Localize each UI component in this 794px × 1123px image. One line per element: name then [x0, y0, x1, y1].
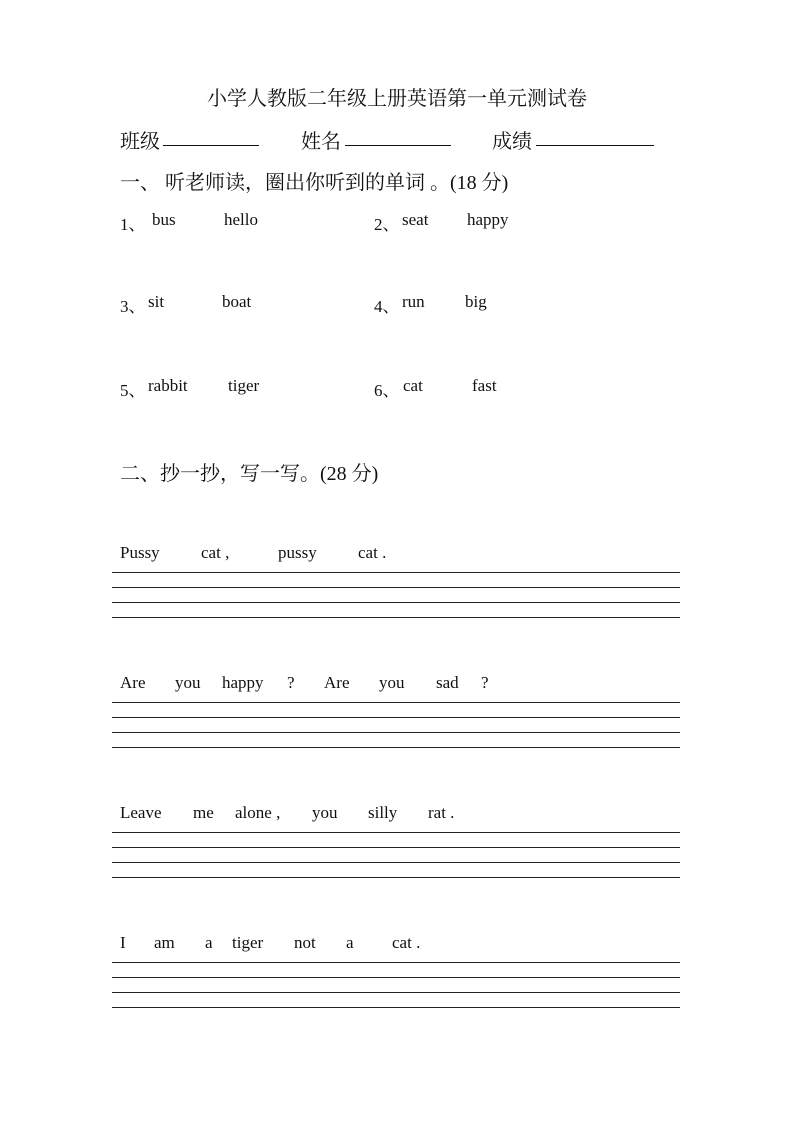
name-field[interactable] — [345, 145, 451, 146]
writing-line — [112, 847, 680, 848]
class-label: 班级 — [120, 131, 160, 153]
writing-line — [112, 602, 680, 603]
word-option[interactable]: cat — [403, 376, 423, 395]
writing-line — [112, 717, 680, 718]
word-option[interactable]: fast — [472, 376, 497, 395]
item-number: 2、 — [374, 215, 400, 234]
writing-line — [112, 962, 680, 963]
writing-line — [112, 747, 680, 748]
word-option[interactable]: big — [465, 292, 487, 311]
sentence-word: cat . — [392, 933, 421, 952]
item-number: 4、 — [374, 297, 400, 316]
sentence-word: I — [120, 933, 126, 952]
writing-line — [112, 977, 680, 978]
word-option[interactable]: sit — [148, 292, 165, 311]
sentence-word: me — [193, 803, 214, 822]
word-option[interactable]: boat — [222, 292, 252, 311]
sentence-word: pussy — [278, 543, 317, 562]
sentence-word: silly — [368, 803, 398, 822]
page-title: 小学人教版二年级上册英语第一单元测试卷 — [207, 88, 587, 110]
writing-line — [112, 617, 680, 618]
sentence-word: a — [205, 933, 213, 952]
writing-line — [112, 862, 680, 863]
word-option[interactable]: hello — [224, 210, 258, 229]
sentence-word: Are — [120, 673, 146, 692]
sentence-word: you — [379, 673, 405, 692]
writing-line — [112, 877, 680, 878]
section2-heading: 二、抄一抄，写一写。(28 分) — [120, 463, 379, 485]
sentence-word: cat . — [358, 543, 387, 562]
sentence-word: happy — [222, 673, 264, 692]
sentence-word: Pussy — [120, 543, 160, 562]
writing-line — [112, 572, 680, 573]
sentence-word: not — [294, 933, 316, 952]
name-label: 姓名 — [301, 131, 341, 153]
sentence-word: cat , — [201, 543, 230, 562]
writing-line — [112, 587, 680, 588]
word-option[interactable]: run — [402, 292, 425, 311]
sentence-word: a — [346, 933, 354, 952]
sentence-word: Are — [324, 673, 350, 692]
sentence-word: you — [312, 803, 338, 822]
writing-line — [112, 732, 680, 733]
score-label: 成绩 — [492, 131, 532, 153]
score-field[interactable] — [536, 145, 654, 146]
section1-heading: 一、 听老师读，圈出你听到的单词 。(18 分) — [120, 172, 509, 194]
sentence-word: rat . — [428, 803, 455, 822]
class-field[interactable] — [163, 145, 259, 146]
sentence-word: sad — [436, 673, 459, 692]
word-option[interactable]: bus — [152, 210, 176, 229]
item-number: 1、 — [120, 215, 146, 234]
sentence-word: you — [175, 673, 201, 692]
word-option[interactable]: rabbit — [148, 376, 188, 395]
writing-line — [112, 832, 680, 833]
sentence-word: am — [154, 933, 175, 952]
sentence-word: Leave — [120, 803, 162, 822]
sentence-word: alone , — [235, 803, 281, 822]
word-option[interactable]: happy — [467, 210, 509, 229]
writing-line — [112, 702, 680, 703]
sentence-word: ? — [481, 673, 489, 692]
word-option[interactable]: tiger — [228, 376, 260, 395]
item-number: 3、 — [120, 297, 146, 316]
word-option[interactable]: seat — [402, 210, 429, 229]
sentence-word: tiger — [232, 933, 264, 952]
item-number: 5、 — [120, 381, 146, 400]
item-number: 6、 — [374, 381, 400, 400]
writing-line — [112, 992, 680, 993]
writing-line — [112, 1007, 680, 1008]
sentence-word: ? — [287, 673, 295, 692]
